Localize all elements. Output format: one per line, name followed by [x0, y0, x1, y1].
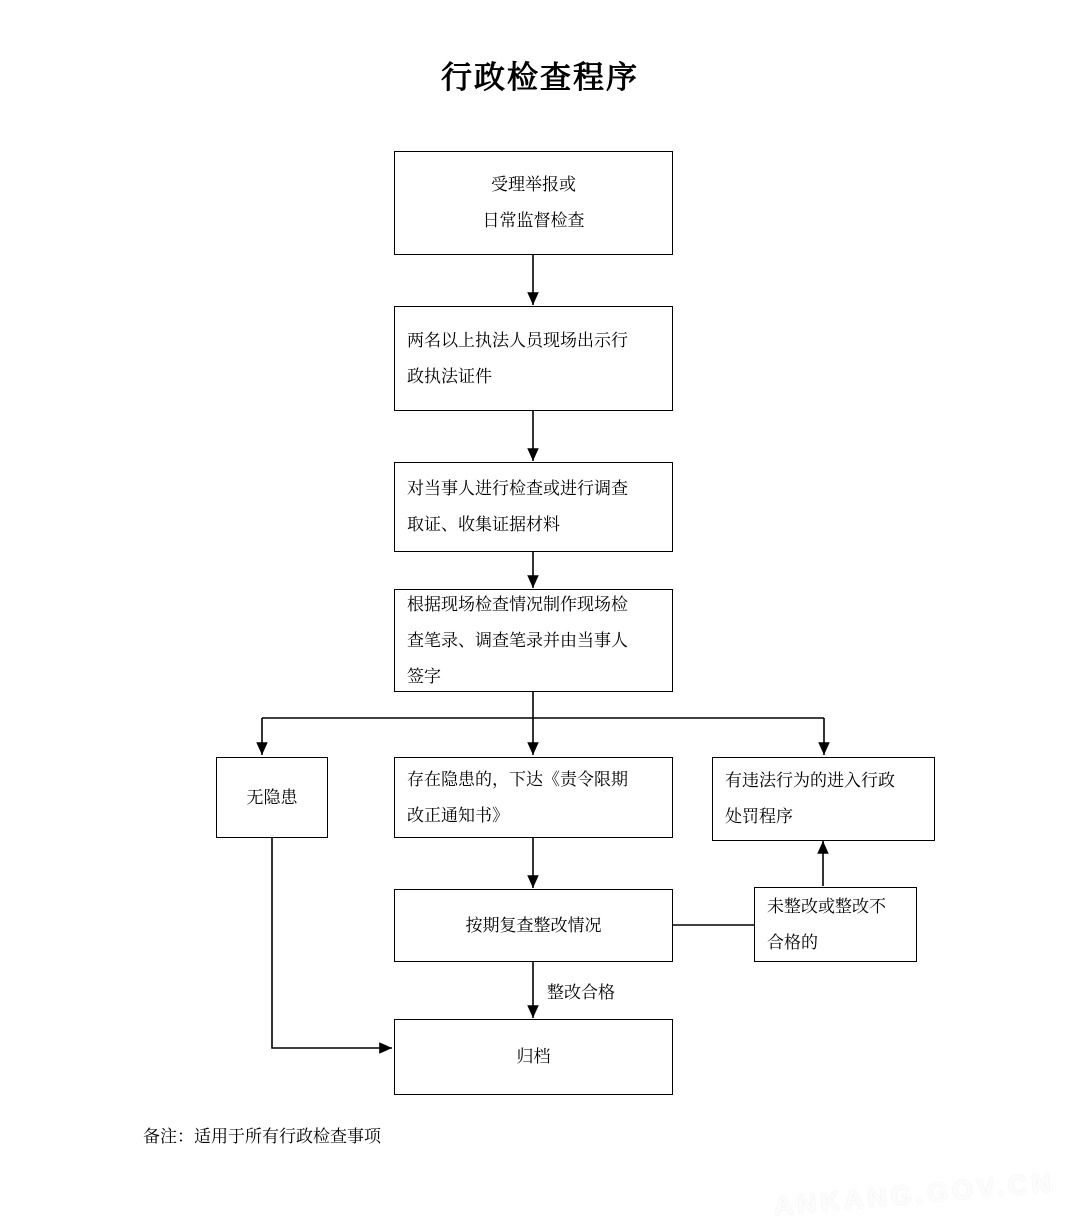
- node-line: 按期复查整改情况: [465, 915, 602, 935]
- node-not-rectified: [754, 887, 917, 962]
- node-line: 存在隐患的，下达《责令限期: [407, 769, 628, 789]
- node-line: 查笔录、调查笔录并由当事人: [407, 630, 628, 650]
- node-line: 无隐患: [246, 787, 298, 807]
- edge-label-rectification-passed: 整改合格: [547, 983, 615, 1002]
- node-enter-penalty-procedure: [712, 757, 935, 841]
- page-title: 行政检查程序: [441, 60, 639, 95]
- node-archive: [394, 1019, 673, 1095]
- node-line: 处罚程序: [725, 807, 793, 826]
- node-line: 未整改或整改不: [767, 896, 886, 916]
- node-line: 两名以上执法人员现场出示行: [407, 330, 628, 350]
- node-hazard-rectification-notice: [394, 757, 673, 838]
- node-line: 合格的: [767, 932, 818, 952]
- node-line: 日常监督检查: [482, 211, 585, 230]
- node-recheck-rectification: [394, 889, 673, 962]
- node-no-hazard: [216, 757, 328, 838]
- watermark: ANKANG.GOV.CN: [772, 1167, 1056, 1222]
- node-show-credentials: [394, 306, 673, 411]
- node-line: 对当事人进行检查或进行调查: [407, 479, 628, 498]
- node-line: 有违法行为的进入行政: [725, 771, 895, 790]
- node-line: 受理举报或: [491, 175, 576, 194]
- node-line: 签字: [407, 666, 441, 686]
- node-line: 政执法证件: [407, 366, 492, 386]
- footnote: 备注：适用于所有行政检查事项: [143, 1127, 381, 1146]
- node-line: 归档: [516, 1047, 551, 1066]
- node-inspect-collect-evidence: [394, 462, 673, 552]
- node-line: 根据现场检查情况制作现场检: [407, 594, 628, 614]
- node-accept-report: [394, 151, 673, 255]
- node-line: 改正通知书》: [407, 805, 509, 825]
- node-line: 取证、收集证据材料: [407, 515, 560, 534]
- node-make-records: [394, 589, 673, 692]
